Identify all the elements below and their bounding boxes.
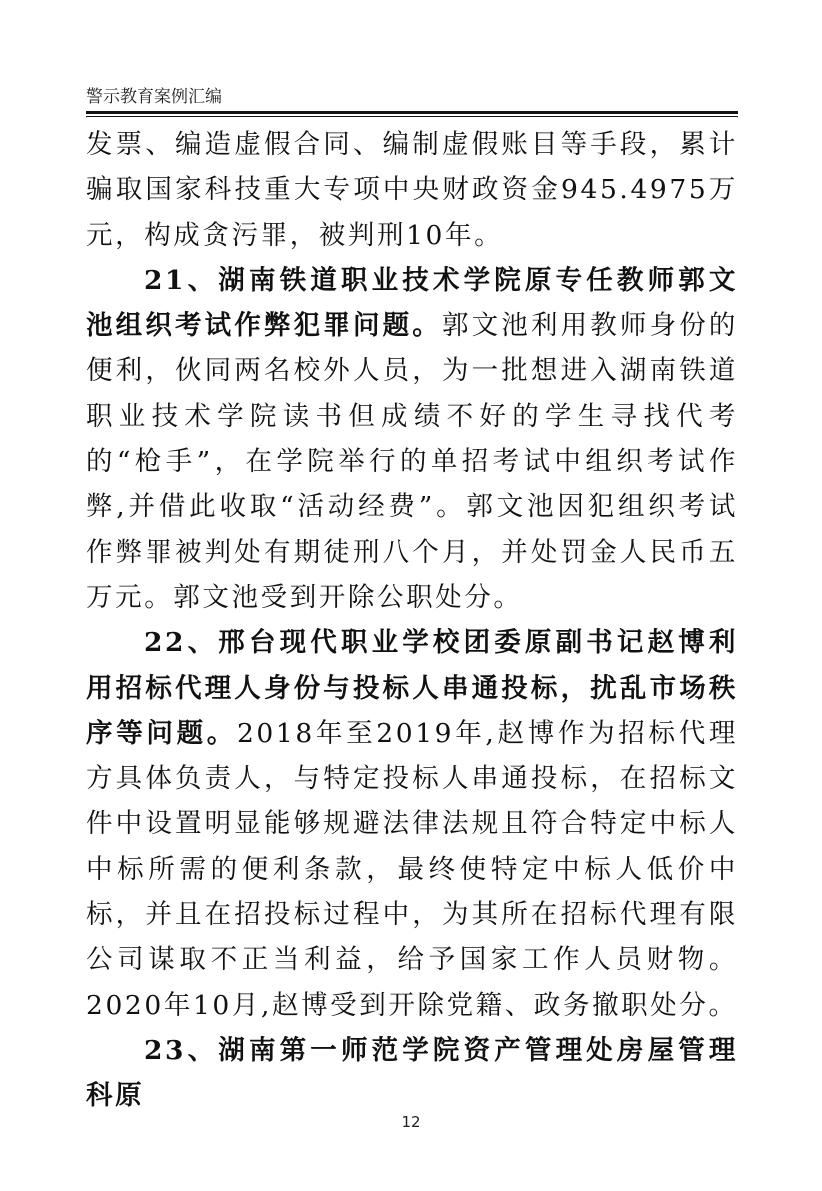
case-21-text: 郭文池利用教师身份的便利，伙同两名校外人员，为一批想进入湖南铁道职业技术学院读书但成绩不好的学生寻找代考的“枪手”，在学院举行的单招考试中组织考试作弊,并借此收取“活动经费”。郭文池因犯组织考试作弊罪被判处有期徒刑八个月，并处罚金人民币五万元。郭文池受到开除公职处分。: [86, 310, 739, 613]
header-rule-thin: [86, 116, 738, 117]
paragraph-text: 发票、编造虚假合同、编制虚假账目等手段，累计骗取国家科技重大专项中央财政资金945.4975万元，构成贪污罪，被判刑10年。: [86, 129, 738, 251]
case-23-heading: 23、湖南第一师范学院资产管理处房屋管理科原: [86, 1034, 738, 1112]
case-22-heading: 22、邢台现代职业学校团委原副书记赵博利用招标代理人身份与投标人串通投标，扰乱市场秩序等问题。: [86, 627, 738, 749]
case-21-paragraph: [86, 258, 738, 620]
case-22-text: 2018年至2019年,赵博作为招标代理方具体负责人，与特定投标人串通投标，在招标文件中设置明显能够规避法律法规且符合特定中标人中标所需的便利条款，最终使特定中标人低价中标，并且在招投标过程中，为其所在招标代理有限公司谋取不正当利益，给予国家工作人员财物。2020年10月,赵博受到开除党籍、政务撤职处分。: [86, 717, 738, 1021]
page-number: 12: [401, 1113, 421, 1131]
paragraph-continuation: [86, 122, 738, 258]
header-rule-thick: [86, 111, 738, 114]
case-21-heading: 21、湖南铁道职业技术学院原专任教师郭文池组织考试作弊犯罪问题。: [86, 264, 738, 342]
running-header: 警示教育案例汇编: [86, 87, 222, 107]
case-22-paragraph: [86, 620, 738, 1028]
document-body: [86, 122, 738, 1119]
case-23-paragraph: [86, 1028, 738, 1119]
